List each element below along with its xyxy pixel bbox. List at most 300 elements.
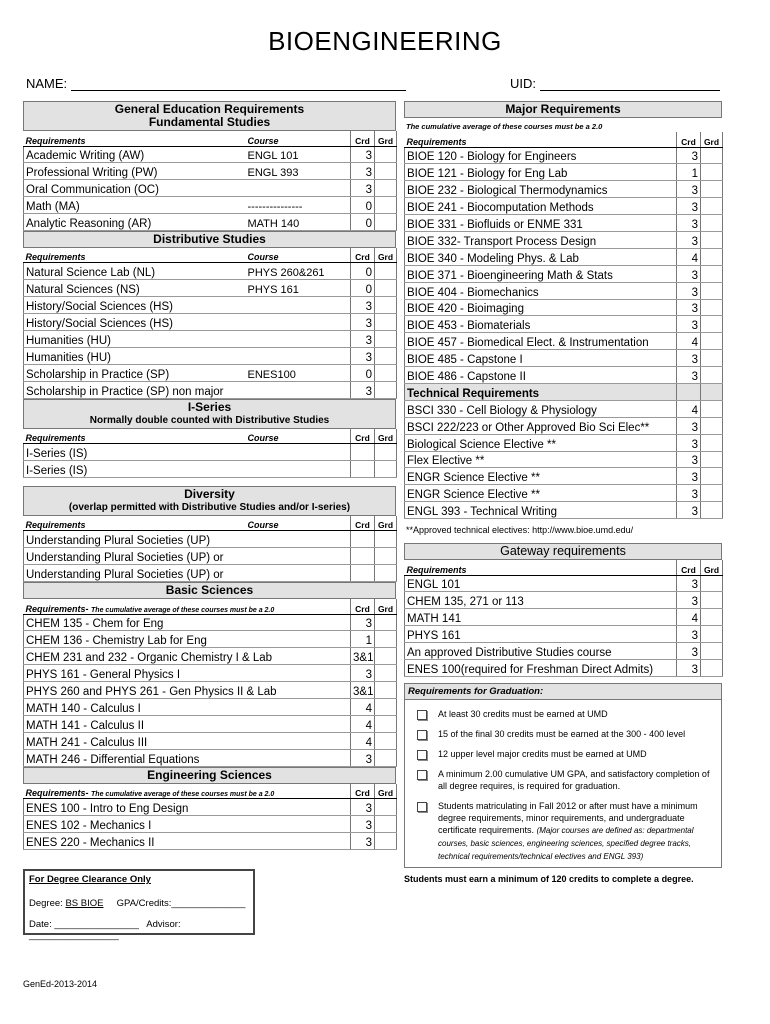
requirement-cell: Scholarship in Practice (SP) — [24, 364, 246, 381]
average-note: The cumulative average of these courses must be a 2.0 — [91, 606, 275, 614]
crd-header: Crd — [351, 599, 375, 614]
table-row — [24, 347, 397, 364]
credit-cell: 3 — [677, 660, 701, 677]
grade-cell[interactable] — [375, 146, 397, 163]
table-header — [24, 248, 397, 263]
requirement-cell: BIOE 120 - Biology for Engineers — [405, 147, 677, 164]
credit-cell: 3&1 — [351, 682, 375, 699]
requirement-cell: BIOE 340 - Modeling Phys. & Lab — [405, 248, 677, 265]
table-row — [405, 147, 723, 164]
date-advisor-line — [29, 919, 253, 941]
iseries-header — [23, 399, 396, 429]
checkbox[interactable] — [417, 730, 427, 740]
grade-cell[interactable] — [701, 400, 723, 417]
crd-header: Crd — [351, 429, 375, 444]
grade-cell[interactable] — [701, 333, 723, 350]
requirement-cell: I-Series (IS) — [24, 460, 246, 477]
crd-header: Crd — [351, 516, 375, 531]
right-column — [404, 101, 722, 884]
requirement-cell: ENES 102 - Mechanics I — [24, 815, 351, 832]
requirement-cell: BIOE 486 - Capstone II — [405, 367, 677, 384]
crd-header: Crd — [351, 784, 375, 799]
grade-cell[interactable] — [375, 364, 397, 381]
iseries-subheading: Normally double counted with Distributive Studies — [89, 414, 330, 426]
checkbox[interactable] — [417, 770, 427, 780]
credit-cell: 3 — [351, 314, 375, 331]
basic-sciences-rows — [24, 614, 397, 766]
req-header: Requirements — [24, 248, 246, 263]
grade-cell[interactable] — [701, 643, 723, 660]
graduation-item: 12 upper level major credits must be earned at UMD — [405, 748, 717, 760]
credit-cell: 3 — [351, 381, 375, 398]
credit-cell: 3 — [677, 265, 701, 282]
table-row — [24, 364, 397, 381]
requirement-cell: BIOE 371 - Bioengineering Math & Stats — [405, 265, 677, 282]
table-row — [405, 350, 723, 367]
course-cell — [246, 381, 351, 398]
grd-header: Grd — [701, 560, 723, 575]
engineering-sciences-rows — [24, 799, 397, 850]
course-cell — [246, 331, 351, 348]
table-row — [405, 400, 723, 417]
credit-cell: 3 — [351, 815, 375, 832]
credit-cell: 3 — [677, 626, 701, 643]
credit-cell: 3 — [351, 347, 375, 364]
credit-cell: 3 — [677, 592, 701, 609]
grade-cell[interactable] — [701, 248, 723, 265]
crd-header: Crd — [677, 132, 701, 147]
table-row — [24, 832, 397, 849]
grade-cell[interactable] — [375, 263, 397, 280]
table-row — [405, 282, 723, 299]
requirement-cell: ENGL 393 - Technical Writing — [405, 502, 677, 519]
engineering-sciences-heading: Engineering Sciences — [23, 767, 396, 784]
table-row — [405, 231, 723, 248]
grade-cell[interactable] — [375, 614, 397, 631]
minimum-credits-note: Students must earn a minimum of 120 credits to complete a degree. — [404, 873, 694, 884]
table-row — [24, 749, 397, 766]
requirement-cell: I-Series (IS) — [24, 444, 246, 461]
grade-cell[interactable] — [701, 316, 723, 333]
grade-cell[interactable] — [375, 381, 397, 398]
grade-cell[interactable] — [375, 280, 397, 297]
table-row — [24, 146, 397, 163]
table-row — [24, 263, 397, 280]
grade-cell[interactable] — [375, 460, 397, 477]
requirement-cell: PHYS 260 and PHYS 261 - Gen Physics II & Lab — [24, 682, 351, 699]
credit-cell: 0 — [351, 197, 375, 214]
grade-cell[interactable] — [701, 451, 723, 468]
gateway-heading: Gateway requirements — [404, 543, 722, 560]
credit-cell: 3 — [677, 367, 701, 384]
requirement-cell: Humanities (HU) — [24, 347, 246, 364]
grade-cell[interactable] — [701, 626, 723, 643]
checkbox[interactable] — [417, 802, 427, 812]
iseries-rows — [24, 444, 397, 478]
credit-cell: 3 — [677, 316, 701, 333]
requirement-cell: CHEM 135, 271 or 113 — [405, 592, 677, 609]
distributive-heading: Distributive Studies — [23, 231, 396, 248]
table-row — [405, 468, 723, 485]
credit-cell: 3 — [677, 643, 701, 660]
requirement-cell: BIOE 420 - Bioimaging — [405, 299, 677, 316]
grade-cell[interactable] — [701, 660, 723, 677]
requirement-cell: Analytic Reasoning (AR) — [24, 214, 246, 231]
fundamental-table — [23, 131, 397, 231]
requirement-cell: PHYS 161 — [405, 626, 677, 643]
table-row — [24, 698, 397, 715]
course-cell — [246, 180, 351, 197]
major-table — [404, 132, 723, 519]
credit-cell: 3 — [351, 146, 375, 163]
course-cell: PHYS 260&261 — [246, 263, 351, 280]
course-cell: ENGL 101 — [246, 146, 351, 163]
table-row — [405, 164, 723, 181]
grade-cell[interactable] — [375, 815, 397, 832]
table-row — [405, 485, 723, 502]
requirement-cell: Natural Sciences (NS) — [24, 280, 246, 297]
table-header — [24, 131, 397, 146]
grade-cell[interactable] — [375, 197, 397, 214]
crd-header: Crd — [351, 248, 375, 263]
credit-cell: 3 — [677, 231, 701, 248]
req-label: Requirements- — [25, 603, 89, 614]
grade-cell[interactable] — [375, 531, 397, 548]
table-header — [24, 429, 397, 444]
table-row — [24, 548, 397, 565]
grd-header: Grd — [375, 516, 397, 531]
table-row — [24, 314, 397, 331]
table-row — [405, 592, 723, 609]
credit-cell: 3 — [677, 485, 701, 502]
grd-header: Grd — [375, 429, 397, 444]
table-header — [24, 599, 397, 614]
table-row — [405, 198, 723, 215]
grd-header: Grd — [375, 784, 397, 799]
credit-cell: 3 — [351, 749, 375, 766]
requirement-cell: Humanities (HU) — [24, 331, 246, 348]
requirement-cell: ENGL 101 — [405, 575, 677, 592]
distributive-table — [23, 248, 397, 399]
course-cell — [246, 297, 351, 314]
grade-cell[interactable] — [375, 698, 397, 715]
requirement-cell: BIOE 404 - Biomechanics — [405, 282, 677, 299]
table-row — [24, 648, 397, 665]
basic-sciences-table — [23, 599, 397, 767]
requirement-cell: BIOE 331 - Biofluids or ENME 331 — [405, 215, 677, 232]
table-row — [405, 248, 723, 265]
requirement-cell: ENGR Science Elective ** — [405, 468, 677, 485]
credit-cell: 3 — [677, 575, 701, 592]
table-row — [24, 799, 397, 816]
basic-sciences-heading: Basic Sciences — [23, 582, 396, 599]
table-header — [405, 132, 723, 147]
grade-cell[interactable] — [701, 434, 723, 451]
diversity-rows — [24, 531, 397, 582]
table-row — [24, 631, 397, 648]
table-header — [24, 516, 397, 531]
diversity-subheading: (overlap permitted with Distributive Studies and/or I-series) — [68, 501, 351, 513]
graduation-heading: Requirements for Graduation: — [405, 684, 721, 700]
grade-cell[interactable] — [701, 485, 723, 502]
table-row — [24, 280, 397, 297]
engineering-sciences-table — [23, 784, 397, 850]
requirement-cell: Math (MA) — [24, 197, 246, 214]
requirement-cell: ENGR Science Elective ** — [405, 485, 677, 502]
requirement-cell: ENES 220 - Mechanics II — [24, 832, 351, 849]
grade-cell[interactable] — [701, 282, 723, 299]
course-cell — [246, 531, 351, 548]
credit-cell: 0 — [351, 280, 375, 297]
credit-cell — [351, 565, 375, 582]
credit-cell: 3 — [351, 180, 375, 197]
crd-header: Crd — [677, 560, 701, 575]
uid-label: UID: — [510, 76, 536, 91]
credit-cell: 3 — [677, 147, 701, 164]
credit-cell: 3&1 — [351, 648, 375, 665]
course-cell — [246, 347, 351, 364]
course-cell: MATH 140 — [246, 214, 351, 231]
req-header: Requirements — [405, 560, 677, 575]
grade-cell[interactable] — [375, 565, 397, 582]
credit-cell: 3 — [351, 665, 375, 682]
form-version: GenEd-2013-2014 — [23, 979, 98, 989]
graduation-items — [405, 708, 721, 867]
credit-cell — [351, 531, 375, 548]
grade-cell[interactable] — [375, 163, 397, 180]
requirement-cell: MATH 140 - Calculus I — [24, 698, 351, 715]
graduation-requirements-box — [404, 683, 722, 868]
name-line — [71, 79, 406, 91]
checkbox[interactable] — [417, 710, 427, 720]
grade-cell[interactable] — [701, 181, 723, 198]
iseries-table — [23, 429, 397, 478]
major-rows — [405, 147, 723, 383]
grade-cell[interactable] — [375, 444, 397, 461]
course-cell — [246, 444, 351, 461]
credit-cell — [351, 548, 375, 565]
requirement-cell: Scholarship in Practice (SP) non major — [24, 381, 246, 398]
table-header — [24, 784, 397, 799]
grade-cell[interactable] — [375, 297, 397, 314]
graduation-item: 15 of the final 30 credits must be earned at the 300 - 400 level — [405, 728, 717, 740]
grade-cell[interactable] — [375, 732, 397, 749]
grade-cell[interactable] — [701, 231, 723, 248]
major-average-note: The cumulative average of these courses must be a 2.0 — [406, 122, 603, 131]
requirement-cell: MATH 241 - Calculus III — [24, 732, 351, 749]
course-header: Course — [246, 131, 351, 146]
requirement-cell: BIOE 457 - Biomedical Elect. & Instrumentation — [405, 333, 677, 350]
credit-cell: 1 — [351, 631, 375, 648]
requirement-cell: MATH 141 — [405, 609, 677, 626]
course-cell: ENGL 393 — [246, 163, 351, 180]
name-field[interactable] — [26, 76, 406, 91]
table-row — [405, 333, 723, 350]
credit-cell: 3 — [677, 181, 701, 198]
credit-cell: 3 — [677, 417, 701, 434]
requirement-cell: Natural Science Lab (NL) — [24, 263, 246, 280]
table-row — [405, 299, 723, 316]
table-row — [24, 614, 397, 631]
graduation-item: At least 30 credits must be earned at UMD — [405, 708, 717, 720]
credit-cell — [351, 444, 375, 461]
page-title: BIOENGINEERING — [268, 26, 502, 56]
requirement-cell: BIOE 453 - Biomaterials — [405, 316, 677, 333]
grade-cell[interactable] — [375, 799, 397, 816]
grade-cell[interactable] — [375, 347, 397, 364]
requirement-cell: History/Social Sciences (HS) — [24, 297, 246, 314]
course-cell — [246, 548, 351, 565]
grade-cell[interactable] — [701, 215, 723, 232]
credit-cell: 3 — [677, 451, 701, 468]
course-cell — [246, 565, 351, 582]
req-header: Requirements — [405, 132, 677, 147]
diversity-heading: Diversity — [184, 486, 235, 501]
table-row — [405, 502, 723, 519]
iseries-heading: I-Series — [187, 399, 232, 414]
table-row — [24, 180, 397, 197]
requirement-cell: BIOE 232 - Biological Thermodynamics — [405, 181, 677, 198]
credit-cell: 4 — [677, 609, 701, 626]
credit-cell: 3 — [677, 198, 701, 215]
grade-cell[interactable] — [701, 299, 723, 316]
requirement-cell: BIOE 485 - Capstone I — [405, 350, 677, 367]
gened-heading: General Education Requirements — [114, 102, 305, 116]
requirement-cell: Flex Elective ** — [405, 451, 677, 468]
credit-cell: 3 — [677, 468, 701, 485]
requirement-cell: Academic Writing (AW) — [24, 146, 246, 163]
grade-cell[interactable] — [701, 468, 723, 485]
grade-cell[interactable] — [375, 214, 397, 231]
grade-cell[interactable] — [375, 631, 397, 648]
requirement-cell: BSCI 330 - Cell Biology & Physiology — [405, 400, 677, 417]
credit-cell: 3 — [351, 297, 375, 314]
grade-cell[interactable] — [701, 417, 723, 434]
credit-cell: 3 — [677, 215, 701, 232]
gateway-rows — [405, 575, 723, 676]
grade-cell[interactable] — [375, 715, 397, 732]
req-header — [24, 599, 351, 614]
grade-cell[interactable] — [375, 314, 397, 331]
table-header — [405, 560, 723, 575]
credit-cell: 1 — [677, 164, 701, 181]
name-label: NAME: — [26, 76, 68, 91]
table-row — [405, 434, 723, 451]
table-row — [405, 626, 723, 643]
credit-cell: 4 — [677, 248, 701, 265]
requirement-cell: An approved Distributive Studies course — [405, 643, 677, 660]
requirement-cell: Biological Science Elective ** — [405, 434, 677, 451]
table-row — [405, 215, 723, 232]
requirement-cell: MATH 246 - Differential Equations — [24, 749, 351, 766]
course-cell — [246, 314, 351, 331]
grade-cell[interactable] — [375, 331, 397, 348]
table-row — [405, 181, 723, 198]
table-row — [24, 214, 397, 231]
table-row — [24, 197, 397, 214]
requirement-cell: CHEM 231 and 232 - Organic Chemistry I & Lab — [24, 648, 351, 665]
grade-cell[interactable] — [701, 502, 723, 519]
grade-cell[interactable] — [375, 682, 397, 699]
graduation-item: A minimum 2.00 cumulative UM GPA, and satisfactory completion of all degree requires, is required for graduation. — [405, 768, 717, 792]
grade-cell[interactable] — [701, 147, 723, 164]
credit-cell: 3 — [677, 502, 701, 519]
table-row — [405, 575, 723, 592]
grade-cell[interactable] — [701, 575, 723, 592]
grade-cell[interactable] — [375, 180, 397, 197]
requirement-cell: Professional Writing (PW) — [24, 163, 246, 180]
fundamental-heading: Fundamental Studies — [148, 115, 271, 129]
credit-cell: 4 — [351, 715, 375, 732]
grade-cell[interactable] — [701, 367, 723, 384]
credit-cell: 0 — [351, 263, 375, 280]
requirement-cell: Oral Communication (OC) — [24, 180, 246, 197]
req-header: Requirements — [24, 429, 246, 444]
grade-cell[interactable] — [701, 164, 723, 181]
crd-header: Crd — [351, 131, 375, 146]
grade-cell[interactable] — [375, 648, 397, 665]
grade-cell[interactable] — [701, 265, 723, 282]
credit-cell: 3 — [677, 299, 701, 316]
requirement-cell: Understanding Plural Societies (UP) — [24, 531, 246, 548]
grade-cell[interactable] — [701, 198, 723, 215]
table-row — [405, 367, 723, 384]
course-header: Course — [246, 516, 351, 531]
checkbox[interactable] — [417, 750, 427, 760]
table-row — [24, 565, 397, 582]
requirement-cell: BSCI 222/223 or Other Approved Bio Sci Elec** — [405, 417, 677, 434]
technical-requirements-heading: Technical Requirements — [405, 383, 723, 400]
grade-cell[interactable] — [701, 609, 723, 626]
advisor-field[interactable]: Advisor: _________________ — [29, 919, 181, 941]
uid-line — [540, 79, 720, 91]
grade-cell[interactable] — [701, 350, 723, 367]
req-header: Requirements — [24, 516, 246, 531]
requirement-cell: MATH 141 - Calculus II — [24, 715, 351, 732]
uid-field[interactable] — [510, 76, 720, 91]
gened-header — [23, 101, 396, 131]
table-row — [24, 732, 397, 749]
grade-cell[interactable] — [375, 548, 397, 565]
table-row — [24, 682, 397, 699]
grade-cell[interactable] — [701, 592, 723, 609]
table-row — [24, 444, 397, 461]
credit-cell: 3 — [677, 350, 701, 367]
approved-electives-note: **Approved technical electives: http://www.bioe.umd.edu/ — [406, 525, 634, 536]
req-label: Requirements- — [25, 788, 89, 799]
table-row — [405, 643, 723, 660]
credit-cell — [351, 460, 375, 477]
average-note: The cumulative average of these courses must be a 2.0 — [91, 791, 275, 799]
grd-header: Grd — [701, 132, 723, 147]
date-field[interactable]: Date: ________________ — [29, 919, 139, 930]
grade-cell[interactable] — [375, 749, 397, 766]
requirement-cell: Understanding Plural Societies (UP) or — [24, 565, 246, 582]
gpa-credits-field[interactable]: GPA/Credits:______________ — [116, 898, 246, 909]
gateway-table — [404, 560, 723, 677]
grade-cell[interactable] — [375, 832, 397, 849]
requirement-cell: BIOE 121 - Biology for Eng Lab — [405, 164, 677, 181]
grd-header: Grd — [375, 599, 397, 614]
requirement-cell: BIOE 332- Transport Process Design — [405, 231, 677, 248]
grade-cell[interactable] — [375, 665, 397, 682]
requirement-cell: CHEM 135 - Chem for Eng — [24, 614, 351, 631]
table-row — [24, 531, 397, 548]
table-row — [24, 715, 397, 732]
course-cell: --------------- — [246, 197, 351, 214]
clearance-heading: For Degree Clearance Only — [29, 874, 151, 885]
diversity-table — [23, 516, 397, 582]
